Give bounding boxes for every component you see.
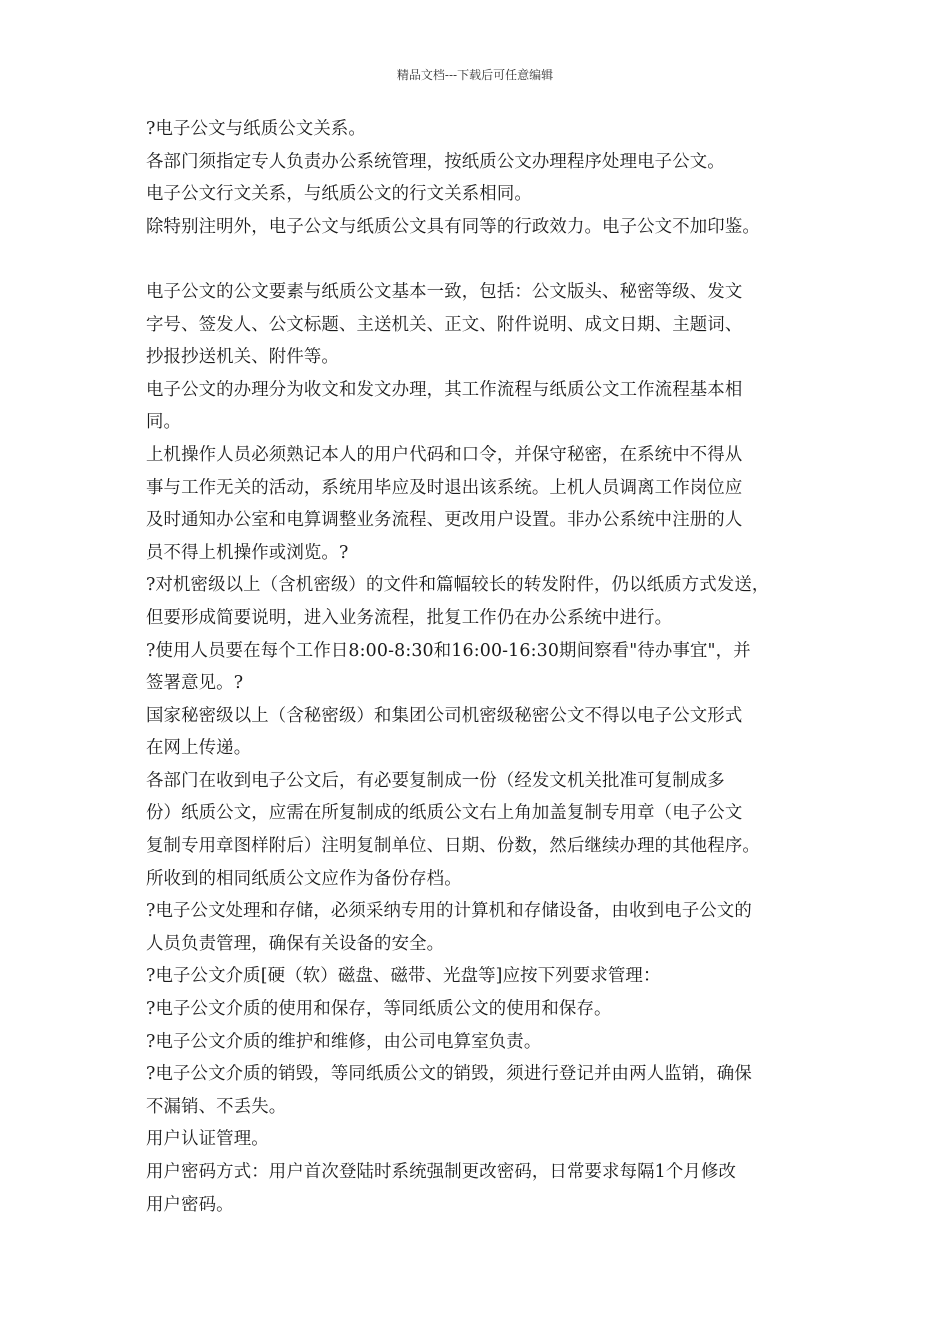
- text-line: 同。: [146, 412, 182, 433]
- text-line: ?电子公文介质的使用和保存，等同纸质公文的使用和保存。: [146, 999, 612, 1020]
- text-line: 签署意见。?: [146, 673, 244, 694]
- text-line: 在网上传递。: [146, 738, 252, 759]
- text-line: 及时通知办公室和电算调整业务流程、更改用户设置。非办公系统中注册的人: [146, 510, 743, 531]
- text-line: 员不得上机操作或浏览。?: [146, 542, 349, 563]
- text-line: ?电子公文介质的销毁，等同纸质公文的销毁，须进行登记并由两人监销，确保: [146, 1064, 752, 1085]
- paragraph-gap: [146, 243, 826, 276]
- text-line: 份）纸质公文，应需在所复制成的纸质公文右上角加盖复制专用章（电子公文: [146, 803, 743, 824]
- text-line: ?电子公文处理和存储，必须采纳专用的计算机和存储设备，由收到电子公文的: [146, 901, 752, 922]
- text-line: ?电子公文介质的维护和维修，由公司电算室负责。: [146, 1031, 542, 1052]
- document-body: [146, 113, 826, 1221]
- text-line: 但要形成简要说明，进入业务流程，批复工作仍在办公系统中进行。: [146, 607, 673, 628]
- text-line: 国家秘密级以上（含秘密级）和集团公司机密级秘密公文不得以电子公文形式: [146, 705, 743, 726]
- text-line: 电子公文的办理分为收文和发文办理，其工作流程与纸质公文工作流程基本相: [146, 379, 743, 400]
- text-line: ?电子公文介质[硬（软）磁盘、磁带、光盘等]应按下列要求管理：: [146, 966, 661, 987]
- text-line: ?对机密级以上（含机密级）的文件和篇幅较长的转发附件，仍以纸质方式发送，: [146, 575, 770, 596]
- text-line: 各部门在收到电子公文后，有必要复制成一份（经发文机关批准可复制成多: [146, 770, 725, 791]
- text-line: 人员负责管理，确保有关设备的安全。: [146, 933, 445, 954]
- text-line: 电子公文的公文要素与纸质公文基本一致，包括：公文版头、秘密等级、发文: [146, 281, 743, 302]
- text-line: ?使用人员要在每个工作日8:00-8:30和16:00-16:30期间察看"待办事宜"，并: [146, 640, 751, 661]
- text-line: 上机操作人员必须熟记本人的用户代码和口令，并保守秘密，在系统中不得从: [146, 444, 743, 465]
- text-line: 除特别注明外，电子公文与纸质公文具有同等的行政效力。电子公文不加印鉴。: [146, 216, 760, 237]
- text-line: 事与工作无关的活动，系统用毕应及时退出该系统。上机人员调离工作岗位应: [146, 477, 743, 498]
- text-line: 所收到的相同纸质公文应作为备份存档。: [146, 868, 462, 889]
- text-line: 用户认证管理。: [146, 1129, 269, 1150]
- text-line: 用户密码方式：用户首次登陆时系统强制更改密码，日常要求每隔1个月修改: [146, 1162, 737, 1182]
- text-line: 抄报抄送机关、附件等。: [146, 347, 339, 368]
- page-header: 精品文档---下载后可任意编辑: [396, 68, 554, 82]
- text-line: 字号、签发人、公文标题、主送机关、正文、附件说明、成文日期、主题词、: [146, 314, 743, 335]
- text-line: 复制专用章图样附后）注明复制单位、日期、份数，然后继续办理的其他程序。: [146, 836, 760, 857]
- text-line: 不漏销、不丢失。: [146, 1096, 287, 1117]
- text-line: 电子公文行文关系，与纸质公文的行文关系相同。: [146, 184, 532, 205]
- text-line: ?电子公文与纸质公文关系。: [146, 119, 366, 139]
- text-line: 各部门须指定专人负责办公系统管理，按纸质公文办理程序处理电子公文。: [146, 151, 725, 172]
- text-line: 用户密码。: [146, 1194, 234, 1215]
